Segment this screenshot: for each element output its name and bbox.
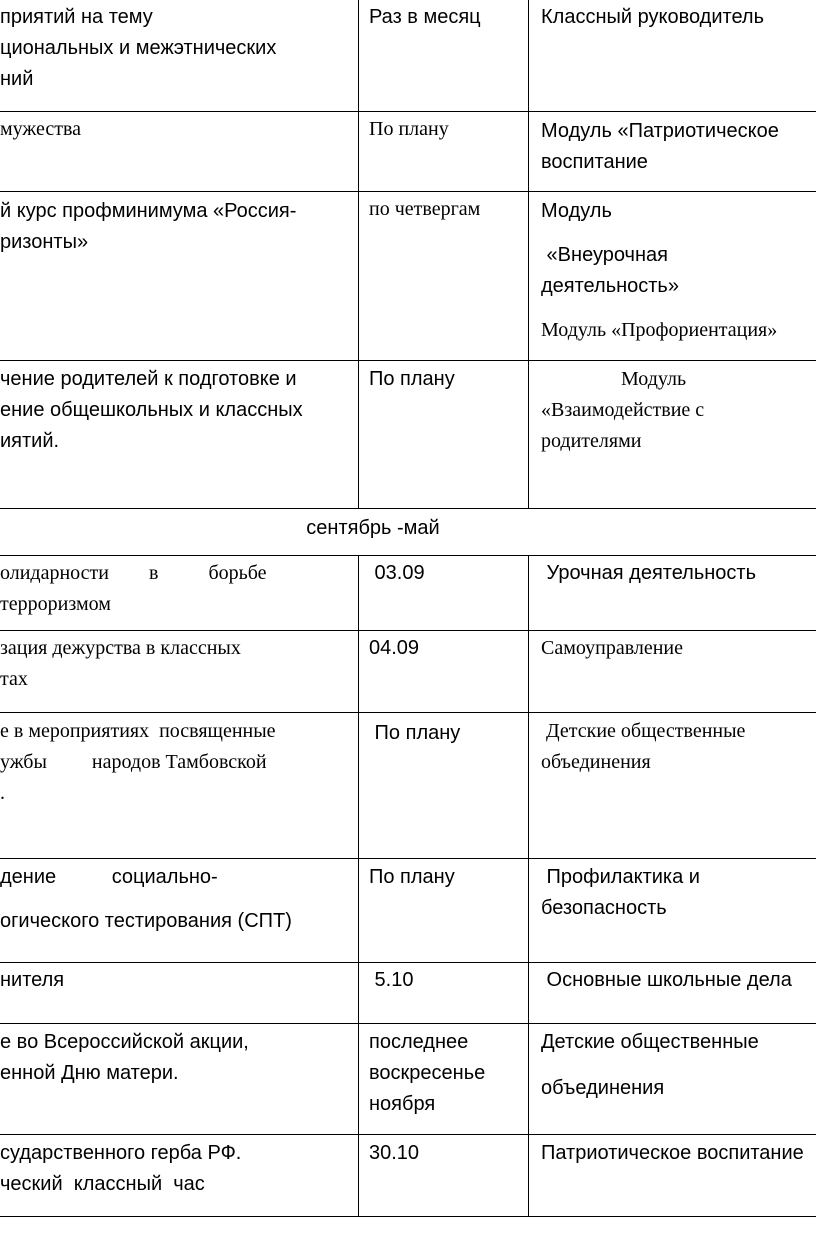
period-text: по четвергам	[369, 198, 481, 220]
module-cell	[541, 716, 745, 778]
period-text: последнее	[369, 1031, 469, 1053]
event-text: ний	[0, 68, 34, 90]
event-text: огического тестирования (СПТ)	[0, 910, 292, 932]
event-cell	[0, 196, 296, 258]
event-cell	[0, 906, 292, 937]
period-cell	[369, 862, 455, 893]
row-border	[0, 712, 816, 713]
event-cell	[0, 862, 218, 893]
row-border	[0, 508, 816, 509]
module-text: Модуль	[541, 368, 687, 390]
module-cell	[541, 1073, 664, 1104]
module-text: «Внеурочная	[541, 244, 668, 266]
module-text: Основные школьные дела	[541, 969, 792, 991]
event-cell	[0, 1027, 249, 1089]
event-text: сударственного герба РФ.	[0, 1142, 242, 1164]
row-border	[0, 555, 816, 556]
event-text: е во Всероссийской акции,	[0, 1031, 249, 1053]
period-cell	[369, 965, 413, 996]
event-text: мужества	[0, 118, 81, 140]
row-border	[0, 1023, 816, 1024]
column-border	[358, 0, 359, 508]
module-text: объединения	[541, 1077, 665, 1099]
module-cell	[541, 364, 704, 457]
module-cell	[541, 558, 756, 589]
column-border	[358, 555, 359, 1216]
period-text: По плану	[369, 118, 449, 140]
module-cell	[541, 862, 700, 924]
event-text: й курс профминимума «Россия-	[0, 200, 297, 222]
module-cell	[541, 1138, 816, 1169]
period-text: По плану	[369, 368, 455, 390]
event-text: е в мероприятиях посвященные	[0, 720, 276, 742]
event-text: зация дежурства в классных	[0, 637, 241, 659]
row-border	[0, 962, 816, 963]
event-text: чение родителей к подготовке и	[0, 368, 297, 390]
module-text: «Взаимодействие с	[541, 399, 705, 421]
event-text: олидарности в борьбе	[0, 562, 267, 584]
row-border	[0, 1216, 816, 1217]
event-text: дение социально-	[0, 866, 218, 888]
module-text: Профилактика и	[541, 866, 700, 888]
module-text: безопасность	[541, 897, 667, 919]
module-text: родителями	[541, 430, 642, 452]
event-cell	[0, 558, 267, 620]
period-cell	[369, 1027, 485, 1120]
module-cell	[541, 965, 792, 996]
period-cell	[369, 558, 425, 589]
event-text: приятий на тему	[0, 6, 153, 28]
row-border	[0, 630, 816, 631]
module-text: Патриотическое воспитание	[541, 1142, 804, 1164]
module-text: Детские общественные	[541, 1031, 759, 1053]
period-cell	[369, 633, 419, 664]
event-text: енной Дню матери.	[0, 1062, 179, 1084]
module-text: Самоуправление	[541, 637, 684, 659]
event-cell	[0, 2, 276, 95]
period-text: ноября	[369, 1093, 436, 1115]
period-text: 30.10	[369, 1142, 420, 1164]
period-cell	[369, 114, 449, 145]
period-cell	[369, 194, 480, 225]
section-header-text: сентябрь -май	[306, 517, 440, 539]
row-border	[0, 191, 816, 192]
event-cell	[0, 965, 64, 996]
column-border	[528, 0, 529, 508]
module-text: Классный руководитель	[541, 6, 764, 28]
period-cell	[369, 1138, 419, 1169]
event-text: ужбы народов Тамбовской	[0, 751, 267, 773]
event-text: иятий.	[0, 430, 60, 452]
event-text: нителя	[0, 969, 65, 991]
event-cell	[0, 114, 81, 145]
module-text: Детские общественные	[541, 720, 746, 742]
module-text: Модуль «Профориентация»	[541, 319, 778, 341]
period-text: 03.09	[369, 562, 425, 584]
event-text: .	[0, 782, 5, 804]
event-cell	[0, 716, 276, 809]
event-cell	[0, 1138, 241, 1200]
module-cell	[541, 196, 612, 227]
section-header	[0, 513, 746, 544]
module-text: Модуль «Патриотическое	[541, 120, 779, 142]
column-border	[528, 555, 529, 1216]
row-border	[0, 858, 816, 859]
module-cell	[541, 1027, 759, 1058]
module-text: Модуль	[541, 200, 612, 222]
event-text: терроризмом	[0, 593, 111, 615]
period-text: Раз в месяц	[369, 6, 481, 28]
period-cell	[369, 364, 455, 395]
period-text: По плану	[369, 722, 461, 744]
period-text: 04.09	[369, 637, 420, 659]
event-cell	[0, 364, 303, 457]
period-text: 5.10	[369, 969, 414, 991]
period-text: воскресенье	[369, 1062, 486, 1084]
period-text: По плану	[369, 866, 455, 888]
event-text: ризонты»	[0, 231, 89, 253]
module-text: объединения	[541, 751, 651, 773]
event-cell	[0, 633, 241, 695]
module-text: воспитание	[541, 151, 648, 173]
module-cell	[541, 633, 683, 664]
row-border	[0, 111, 816, 112]
event-text: тах	[0, 668, 28, 690]
module-cell	[541, 240, 679, 302]
event-text: ение общешкольных и классных	[0, 399, 303, 421]
row-border	[0, 360, 816, 361]
module-text: деятельность»	[541, 275, 679, 297]
module-cell	[541, 2, 764, 33]
event-text: циональных и межэтнических	[0, 37, 277, 59]
module-cell	[541, 116, 779, 178]
module-cell	[541, 315, 777, 346]
row-border	[0, 1134, 816, 1135]
period-cell	[369, 718, 460, 749]
period-cell	[369, 2, 481, 33]
event-text: ческий классный час	[0, 1173, 205, 1195]
module-text: Урочная деятельность	[541, 562, 756, 584]
